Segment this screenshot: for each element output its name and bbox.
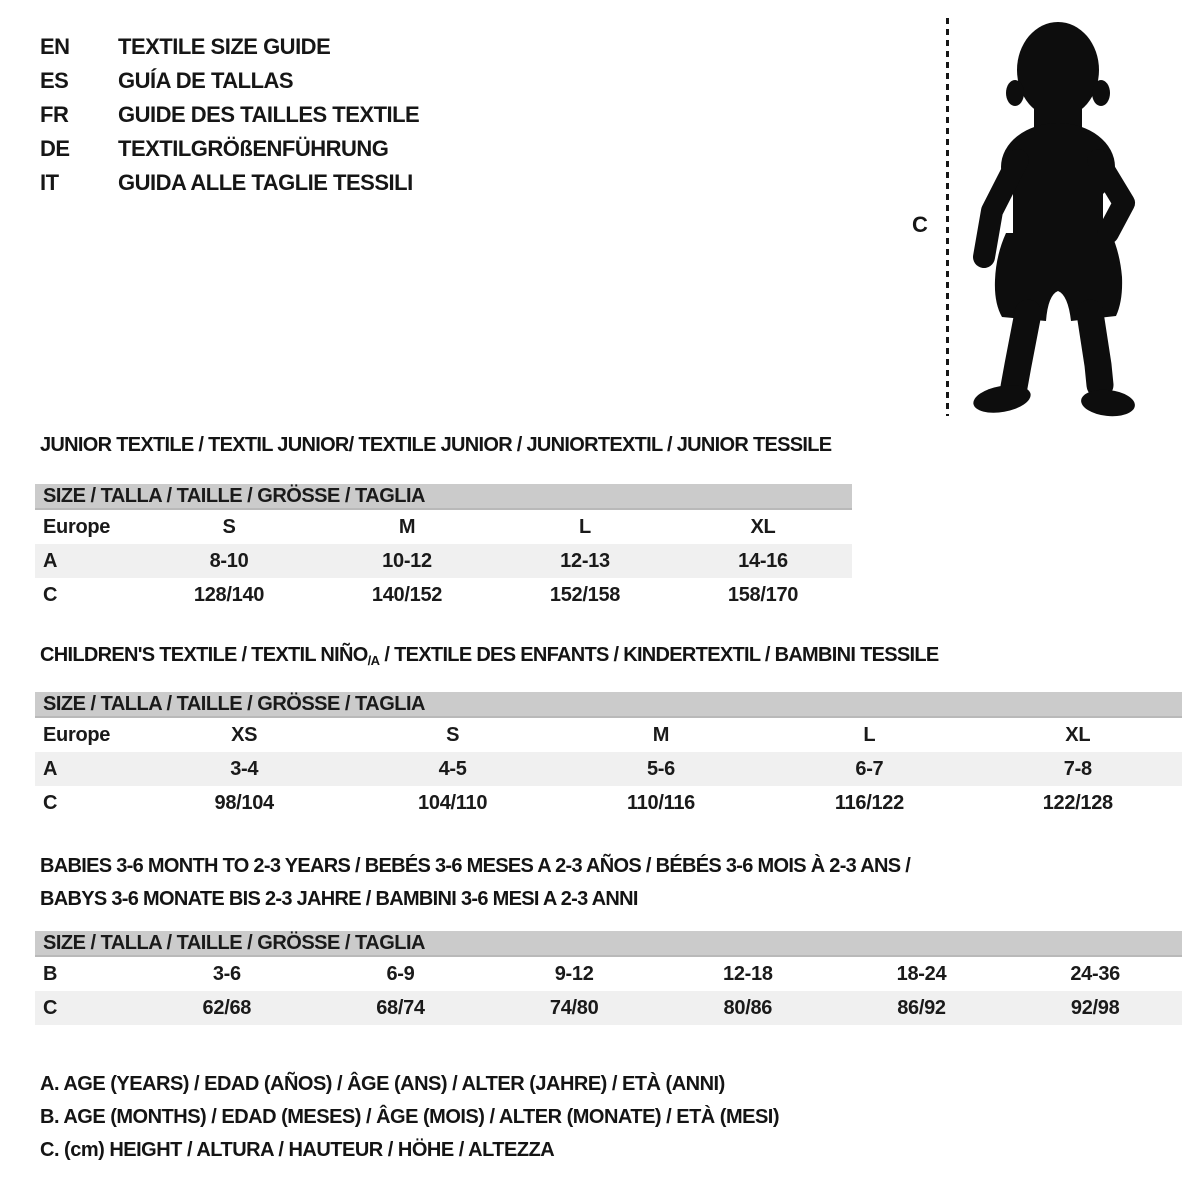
language-row: [40, 98, 419, 132]
language-guide-title: TEXTILE SIZE GUIDE: [118, 34, 331, 59]
table-cell: 4-5: [438, 757, 467, 780]
table-cell: 9-12: [554, 962, 594, 985]
table-cell: 104/110: [418, 791, 488, 814]
table-cell: 5-6: [646, 757, 675, 780]
language-row: [40, 166, 419, 200]
row-label: Europe: [43, 515, 111, 538]
legend-height: C. (cm) HEIGHT / ALTURA / HAUTEUR / HÖHE / ALTEZZA: [40, 1139, 555, 1161]
babies-size-table: [35, 931, 1182, 1025]
table-row: [35, 544, 852, 578]
language-code: EN: [40, 34, 70, 59]
junior-section-title: JUNIOR TEXTILE / TEXTIL JUNIOR/ TEXTILE JUNIOR / JUNIORTEXTIL / JUNIOR TESSILE: [40, 434, 832, 456]
table-cell: 128/140: [193, 583, 265, 606]
table-cell: 80/86: [723, 996, 773, 1019]
table-cell: 18-24: [896, 962, 947, 985]
language-row: [40, 64, 419, 98]
table-cell: 14-16: [738, 549, 788, 572]
table-row: [35, 718, 1182, 752]
junior-size-table: [35, 484, 852, 612]
table-row: [35, 510, 852, 544]
children-title-pre: CHILDREN'S TEXTILE / TEXTIL NIÑO: [40, 644, 368, 666]
table-row: [35, 578, 852, 612]
baby-silhouette: [958, 15, 1158, 425]
children-title-sub: /A: [367, 653, 380, 668]
table-cell: 7-8: [1063, 757, 1092, 780]
language-code: FR: [40, 102, 69, 127]
legend-age-months: B. AGE (MONTHS) / EDAD (MESES) / ÂGE (MOIS) / ALTER (MONATE) / ETÀ (MESI): [40, 1106, 780, 1128]
table-cell: 10-12: [382, 549, 432, 572]
height-dashed-line: [946, 18, 949, 416]
height-measure-label: C: [912, 212, 928, 237]
table-cell: 110/116: [626, 791, 695, 814]
row-label: B: [43, 962, 58, 985]
row-label: A: [43, 549, 58, 572]
language-code: IT: [40, 170, 59, 195]
size-header-bar: SIZE / TALLA / TAILLE / GRÖSSE / TAGLIA: [35, 484, 852, 510]
language-guide-title: GUÍA DE TALLAS: [118, 68, 294, 93]
language-row: [40, 30, 419, 64]
language-title-list: [40, 30, 419, 200]
table-cell: 12-18: [723, 962, 773, 985]
table-cell: XL: [1065, 723, 1091, 746]
language-guide-title: GUIDA ALLE TAGLIE TESSILI: [118, 170, 413, 195]
table-cell: 98/104: [214, 791, 274, 814]
table-cell: M: [398, 515, 416, 538]
table-cell: 6-7: [855, 757, 884, 780]
table-cell: 62/68: [202, 996, 252, 1019]
table-cell: M: [652, 723, 670, 746]
table-cell: S: [446, 723, 460, 746]
table-cell: XL: [750, 515, 776, 538]
size-header-bar: SIZE / TALLA / TAILLE / GRÖSSE / TAGLIA: [35, 692, 1182, 718]
table-cell: 24-36: [1070, 962, 1120, 985]
table-cell: 92/98: [1070, 996, 1120, 1019]
table-cell: 8-10: [209, 549, 249, 572]
table-cell: XS: [231, 723, 258, 746]
language-guide-title: TEXTILGRÖßENFÜHRUNG: [118, 136, 389, 161]
children-size-table: [35, 692, 1182, 820]
row-label: Europe: [43, 723, 111, 746]
table-cell: S: [222, 515, 236, 538]
table-row: [35, 752, 1182, 786]
table-cell: 158/170: [727, 583, 799, 606]
size-header-bar: SIZE / TALLA / TAILLE / GRÖSSE / TAGLIA: [35, 931, 1182, 957]
children-title-post: / TEXTILE DES ENFANTS / KINDERTEXTIL / BAMBINI TESSILE: [379, 644, 939, 666]
language-row: [40, 132, 419, 166]
language-guide-title: GUIDE DES TAILLES TEXTILE: [118, 102, 420, 127]
table-cell: 12-13: [560, 549, 610, 572]
babies-section-title-line2: BABYS 3-6 MONATE BIS 2-3 JAHRE / BAMBINI 3-6 MESI A 2-3 ANNI: [40, 888, 638, 910]
language-code: ES: [40, 68, 69, 93]
babies-section-title-line1: BABIES 3-6 MONTH TO 2-3 YEARS / BEBÉS 3-6 MESES A 2-3 AÑOS / BÉBÉS 3-6 MOIS À 2-3 ANS /: [40, 855, 911, 877]
table-cell: 122/128: [1042, 791, 1113, 814]
language-code: DE: [40, 136, 70, 161]
legend-age-years: A. AGE (YEARS) / EDAD (AÑOS) / ÂGE (ANS) / ALTER (JAHRE) / ETÀ (ANNI): [40, 1073, 725, 1095]
table-cell: 68/74: [376, 996, 425, 1019]
table-cell: 6-9: [386, 962, 415, 985]
table-cell: L: [579, 515, 591, 538]
table-cell: 3-6: [212, 962, 241, 985]
table-cell: 74/80: [549, 996, 599, 1019]
table-cell: 86/92: [897, 996, 946, 1019]
table-cell: 3-4: [230, 757, 259, 780]
table-cell: L: [863, 723, 876, 746]
table-row: [35, 991, 1182, 1025]
table-row: [35, 957, 1182, 991]
children-section-title: [40, 644, 939, 668]
row-label: A: [43, 757, 58, 780]
table-cell: 152/158: [549, 583, 621, 606]
row-label: C: [43, 583, 58, 606]
table-cell: 140/152: [371, 583, 443, 606]
table-row: [35, 786, 1182, 820]
row-label: C: [43, 996, 58, 1019]
row-label: C: [43, 791, 58, 814]
table-cell: 116/122: [834, 791, 904, 814]
